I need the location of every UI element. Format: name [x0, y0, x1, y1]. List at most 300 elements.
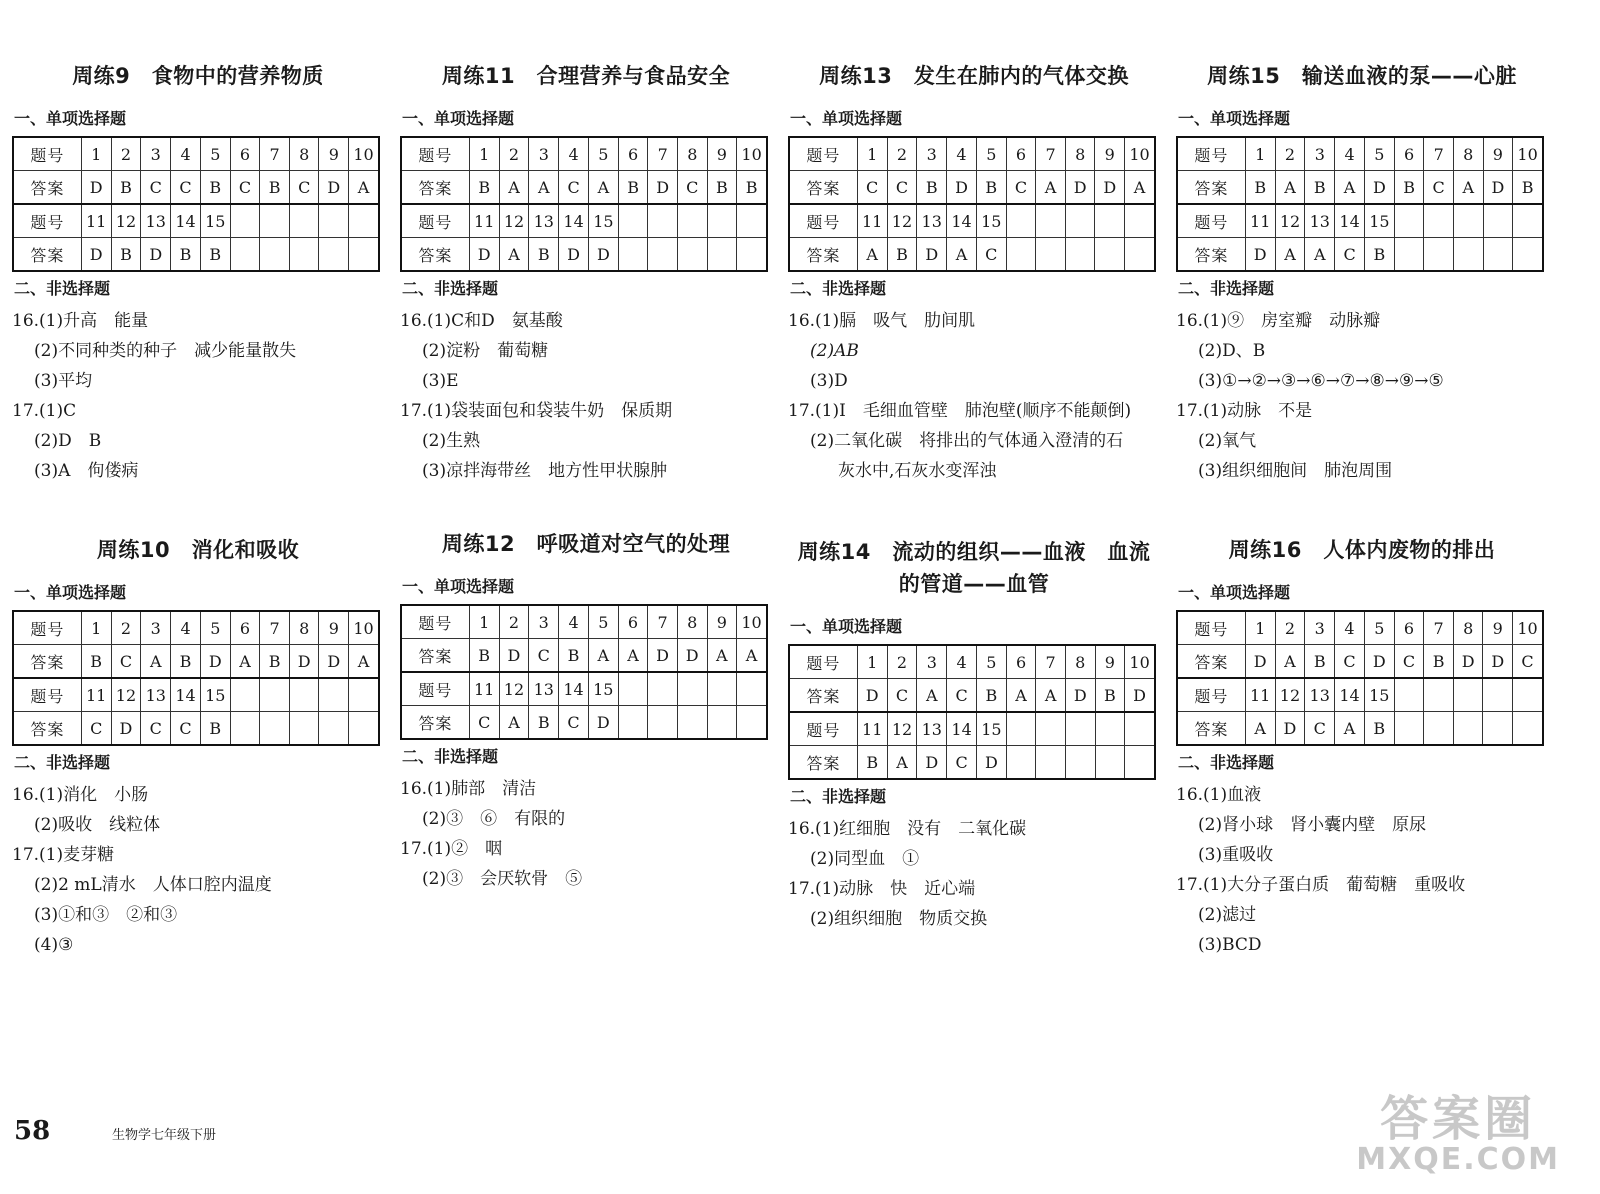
cell: D [917, 746, 947, 780]
cell: A [887, 746, 917, 780]
cell: 7 [1036, 645, 1066, 679]
answer-table [1176, 136, 1544, 272]
cell [1513, 238, 1543, 272]
cell: B [976, 679, 1006, 713]
cell: 12 [1275, 678, 1305, 712]
section-title: 周练16 人体内废物的排出 [1228, 538, 1496, 562]
cell: 15 [976, 712, 1006, 746]
cell: 9 [1095, 137, 1125, 171]
cell: A [1006, 679, 1036, 713]
answer-line: (2)③ ⑥ 有限的 [422, 809, 566, 829]
cell: C [887, 679, 917, 713]
answer-line: 17.(1)大分子蛋白质 葡萄糖 重吸收 [1176, 875, 1466, 895]
cell: D [1453, 645, 1483, 679]
cell: D [917, 238, 947, 272]
cell [260, 678, 290, 712]
cell [1095, 746, 1125, 780]
cell: 2 [1275, 611, 1305, 645]
cell [349, 712, 379, 746]
cell: B [1424, 645, 1454, 679]
cell [1424, 712, 1454, 746]
label-ans: 答案 [1177, 171, 1245, 205]
watermark-url: MXQE.COM [1356, 1142, 1560, 1177]
cell: 13 [917, 712, 947, 746]
cell [1125, 712, 1155, 746]
label-num: 题号 [1177, 678, 1245, 712]
cell: 3 [529, 605, 559, 639]
cell [1453, 678, 1483, 712]
cell: D [81, 171, 111, 205]
cell [618, 204, 648, 238]
cell: A [499, 706, 529, 740]
section-week14 [788, 536, 1160, 934]
subtitle-nonsingle: 二、非选择题 [402, 279, 499, 298]
answer-row [13, 171, 379, 205]
label-ans: 答案 [1177, 238, 1245, 272]
cell: D [559, 238, 589, 272]
cell: B [529, 238, 559, 272]
cell: D [289, 645, 319, 679]
cell: 7 [1424, 611, 1454, 645]
cell: 7 [260, 137, 290, 171]
cell: 9 [707, 605, 737, 639]
subtitle-nonsingle: 二、非选择题 [402, 747, 499, 766]
cell [230, 712, 260, 746]
number-row [1177, 204, 1543, 238]
cell: D [499, 639, 529, 673]
cell: B [171, 645, 201, 679]
answer-line: (2)氧气 [1198, 431, 1257, 451]
answer-line: 17.(1)Ⅰ 毛细血管壁 肺泡壁(顺序不能颠倒) [788, 401, 1132, 421]
answer-line: 16.(1)C和D 氨基酸 [400, 311, 563, 331]
cell: B [976, 171, 1006, 205]
answer-line: (3)①和③ ②和③ [34, 905, 178, 925]
label-ans: 答案 [13, 238, 81, 272]
answer-line: (2)2 mL清水 人体口腔内温度 [34, 875, 272, 895]
cell [319, 204, 349, 238]
cell: 7 [260, 611, 290, 645]
cell: 4 [947, 137, 977, 171]
cell [1453, 712, 1483, 746]
answer-row [789, 171, 1155, 205]
answer-row [789, 238, 1155, 272]
label-num: 题号 [13, 611, 81, 645]
cell [349, 678, 379, 712]
cell [1453, 204, 1483, 238]
cell: 14 [1335, 678, 1365, 712]
cell: 4 [1335, 137, 1365, 171]
cell: 14 [1335, 204, 1365, 238]
cell [1513, 712, 1543, 746]
number-row [13, 137, 379, 171]
label-num: 题号 [1177, 204, 1245, 238]
cell: 13 [917, 204, 947, 238]
cell: A [857, 238, 887, 272]
cell: D [469, 238, 499, 272]
cell: 11 [469, 204, 499, 238]
cell: D [1245, 238, 1275, 272]
cell: C [141, 712, 171, 746]
cell [677, 672, 707, 706]
subtitle-nonsingle: 二、非选择题 [790, 787, 887, 806]
cell: A [1245, 712, 1275, 746]
cell: 2 [887, 645, 917, 679]
cell: 15 [1364, 204, 1394, 238]
number-row [1177, 611, 1543, 645]
label-num: 题号 [789, 204, 857, 238]
cell [230, 204, 260, 238]
cell [1065, 204, 1095, 238]
answer-line: (2)生熟 [422, 431, 481, 451]
label-ans: 答案 [401, 706, 469, 740]
answer-line: (3)重吸收 [1198, 845, 1274, 865]
section-title: 周练15 输送血液的泵——心脏 [1207, 64, 1517, 88]
section-week12 [400, 528, 772, 894]
cell: 13 [141, 678, 171, 712]
cell: B [1305, 171, 1335, 205]
section-week9 [12, 60, 384, 486]
answer-line: (3)E [422, 371, 459, 391]
cell: B [200, 171, 230, 205]
cell: 13 [141, 204, 171, 238]
number-row [1177, 678, 1543, 712]
cell: C [1006, 171, 1036, 205]
cell: 12 [499, 672, 529, 706]
answer-line: 16.(1)膈 吸气 肋间肌 [788, 311, 976, 331]
cell: D [81, 238, 111, 272]
cell: A [737, 639, 767, 673]
cell: D [976, 746, 1006, 780]
cell: D [588, 238, 618, 272]
cell: 9 [1483, 137, 1513, 171]
answer-line: (3)D [810, 371, 848, 391]
label-ans: 答案 [401, 238, 469, 272]
cell [1036, 204, 1066, 238]
cell: C [947, 746, 977, 780]
cell: 14 [947, 712, 977, 746]
cell: 1 [857, 645, 887, 679]
cell: 3 [917, 645, 947, 679]
cell: A [1305, 238, 1335, 272]
cell: 10 [349, 137, 379, 171]
cell: A [588, 171, 618, 205]
cell: B [618, 171, 648, 205]
answer-table [788, 136, 1156, 272]
cell: C [947, 679, 977, 713]
cell: D [588, 706, 618, 740]
number-row [789, 137, 1155, 171]
cell [677, 204, 707, 238]
cell [1065, 238, 1095, 272]
subtitle-nonsingle: 二、非选择题 [790, 279, 887, 298]
cell: 1 [1245, 611, 1275, 645]
cell: 11 [857, 204, 887, 238]
answer-line: (3)平均 [34, 371, 93, 391]
cell [707, 706, 737, 740]
cell: 6 [618, 605, 648, 639]
subtitle-single: 一、单项选择题 [402, 109, 515, 128]
answer-line: 17.(1)② 咽 [400, 839, 503, 859]
cell: A [588, 639, 618, 673]
cell: D [947, 171, 977, 205]
cell: 9 [1095, 645, 1125, 679]
answer-row [1177, 171, 1543, 205]
answer-lines [788, 306, 1160, 486]
subtitle-nonsingle: 二、非选择题 [14, 753, 111, 772]
cell: D [857, 679, 887, 713]
cell: B [1364, 712, 1394, 746]
cell: 13 [529, 672, 559, 706]
cell [349, 238, 379, 272]
label-ans: 答案 [13, 645, 81, 679]
cell: 14 [947, 204, 977, 238]
cell: A [1275, 171, 1305, 205]
cell: C [529, 639, 559, 673]
cell [1125, 746, 1155, 780]
number-row [401, 137, 767, 171]
cell [1036, 746, 1066, 780]
answer-table [12, 136, 380, 272]
section-week16 [1176, 534, 1548, 960]
cell [1006, 746, 1036, 780]
cell [1483, 678, 1513, 712]
cell: 7 [648, 137, 678, 171]
subtitle-nonsingle: 二、非选择题 [1178, 279, 1275, 298]
cell: D [319, 171, 349, 205]
cell: B [200, 712, 230, 746]
label-ans: 答案 [401, 639, 469, 673]
cell: A [499, 238, 529, 272]
answer-row [13, 712, 379, 746]
cell: 11 [857, 712, 887, 746]
cell: D [141, 238, 171, 272]
cell: 5 [200, 137, 230, 171]
cell: A [1275, 238, 1305, 272]
subtitle-single: 一、单项选择题 [1178, 583, 1291, 602]
cell: 5 [1364, 611, 1394, 645]
cell: C [559, 171, 589, 205]
cell [319, 238, 349, 272]
cell: 6 [1394, 137, 1424, 171]
cell: 13 [1305, 204, 1335, 238]
section-week15 [1176, 60, 1548, 486]
answer-lines [12, 780, 384, 960]
cell [1513, 678, 1543, 712]
answer-line: (2)滤过 [1198, 905, 1257, 925]
answer-lines [1176, 780, 1548, 960]
cell: 8 [1065, 645, 1095, 679]
cell [289, 712, 319, 746]
subtitle-single: 一、单项选择题 [14, 109, 127, 128]
answer-row [401, 706, 767, 740]
cell: A [1453, 171, 1483, 205]
cell [319, 712, 349, 746]
answer-line: (2)肾小球 肾小囊内壁 原尿 [1198, 815, 1427, 835]
cell: 10 [1125, 645, 1155, 679]
cell: B [469, 171, 499, 205]
cell: C [1513, 645, 1543, 679]
cell: B [857, 746, 887, 780]
label-ans: 答案 [13, 712, 81, 746]
answer-line: (3)BCD [1198, 935, 1262, 955]
cell [1394, 678, 1424, 712]
cell: C [289, 171, 319, 205]
cell: 10 [1125, 137, 1155, 171]
label-num: 题号 [13, 137, 81, 171]
answer-row [401, 171, 767, 205]
cell [260, 204, 290, 238]
subtitle-single: 一、单项选择题 [1178, 109, 1291, 128]
label-num: 题号 [789, 645, 857, 679]
cell: D [648, 171, 678, 205]
cell: 4 [171, 137, 201, 171]
answer-line: 17.(1)动脉 快 近心端 [788, 879, 976, 899]
cell: C [1305, 712, 1335, 746]
answer-line: (2)淀粉 葡萄糖 [422, 341, 549, 361]
cell: B [707, 171, 737, 205]
cell: D [319, 645, 349, 679]
answer-row [1177, 645, 1543, 679]
cell: C [857, 171, 887, 205]
cell: A [349, 645, 379, 679]
label-num: 题号 [13, 678, 81, 712]
cell: 10 [737, 605, 767, 639]
cell: 1 [857, 137, 887, 171]
cell: 5 [1364, 137, 1394, 171]
answer-row [1177, 238, 1543, 272]
subtitle-single: 一、单项选择题 [790, 617, 903, 636]
cell [1125, 204, 1155, 238]
cell: B [1364, 238, 1394, 272]
cell [260, 712, 290, 746]
cell: 3 [1305, 137, 1335, 171]
cell: C [111, 645, 141, 679]
answer-row [13, 238, 379, 272]
section-title: 周练13 发生在肺内的气体交换 [819, 64, 1129, 88]
cell: 12 [499, 204, 529, 238]
cell [737, 204, 767, 238]
cell: 7 [648, 605, 678, 639]
cell: 12 [887, 712, 917, 746]
answer-line: 16.(1)⑨ 房室瓣 动脉瓣 [1176, 311, 1381, 331]
cell: 2 [111, 137, 141, 171]
label-ans: 答案 [1177, 645, 1245, 679]
cell [618, 672, 648, 706]
cell [1394, 204, 1424, 238]
cell [1424, 204, 1454, 238]
cell: 2 [111, 611, 141, 645]
label-num: 题号 [401, 204, 469, 238]
cell: A [917, 679, 947, 713]
cell [1006, 204, 1036, 238]
cell [289, 204, 319, 238]
cell: 9 [707, 137, 737, 171]
cell: A [1335, 171, 1365, 205]
cell: 6 [618, 137, 648, 171]
cell [289, 678, 319, 712]
cell: 10 [737, 137, 767, 171]
cell: 11 [469, 672, 499, 706]
cell: D [1483, 645, 1513, 679]
cell: 11 [81, 678, 111, 712]
cell: C [976, 238, 1006, 272]
answer-row [789, 746, 1155, 780]
cell: C [1335, 238, 1365, 272]
cell: 15 [200, 204, 230, 238]
answer-line: 灰水中,石灰水变浑浊 [838, 461, 997, 481]
cell [1453, 238, 1483, 272]
cell [737, 672, 767, 706]
subtitle-nonsingle: 二、非选择题 [14, 279, 111, 298]
number-row [13, 611, 379, 645]
section-title: 周练10 消化和吸收 [96, 538, 300, 562]
section-title: 周练11 合理营养与食品安全 [441, 64, 731, 88]
cell: 3 [529, 137, 559, 171]
cell: 3 [141, 611, 171, 645]
subtitle-nonsingle: 二、非选择题 [1178, 753, 1275, 772]
cell: A [1036, 679, 1066, 713]
watermark-text: 答案圈 [1380, 1091, 1537, 1147]
cell [1006, 238, 1036, 272]
cell: C [469, 706, 499, 740]
cell: B [81, 645, 111, 679]
cell: 7 [1424, 137, 1454, 171]
cell: 10 [1513, 611, 1543, 645]
cell: D [1364, 171, 1394, 205]
cell [648, 672, 678, 706]
cell: C [171, 712, 201, 746]
cell: C [1394, 645, 1424, 679]
cell [260, 238, 290, 272]
answer-line: 16.(1)升高 能量 [12, 311, 149, 331]
cell: B [1245, 171, 1275, 205]
label-num: 题号 [401, 605, 469, 639]
cell: 15 [588, 204, 618, 238]
cell [1095, 238, 1125, 272]
cell: A [1125, 171, 1155, 205]
answer-row [401, 238, 767, 272]
book-title: 生物学七年级下册 [112, 1128, 217, 1143]
cell: 15 [1364, 678, 1394, 712]
cell: 11 [1245, 204, 1275, 238]
cell: D [1483, 171, 1513, 205]
answer-line: 17.(1)动脉 不是 [1176, 401, 1313, 421]
cell: 11 [81, 204, 111, 238]
label-num: 题号 [401, 137, 469, 171]
cell: A [947, 238, 977, 272]
cell: A [141, 645, 171, 679]
cell: 8 [1453, 611, 1483, 645]
cell: 5 [976, 645, 1006, 679]
cell: A [618, 639, 648, 673]
watermark-logo [1356, 1091, 1560, 1177]
cell: A [230, 645, 260, 679]
cell: 3 [1305, 611, 1335, 645]
cell: 3 [917, 137, 947, 171]
cell: 12 [111, 678, 141, 712]
cell [707, 204, 737, 238]
cell: 4 [171, 611, 201, 645]
cell [737, 706, 767, 740]
number-row [401, 204, 767, 238]
cell: 2 [1275, 137, 1305, 171]
cell: D [200, 645, 230, 679]
cell: B [260, 645, 290, 679]
section-week13 [788, 60, 1160, 486]
cell: 6 [230, 137, 260, 171]
cell: 15 [200, 678, 230, 712]
answer-lines [400, 774, 772, 894]
